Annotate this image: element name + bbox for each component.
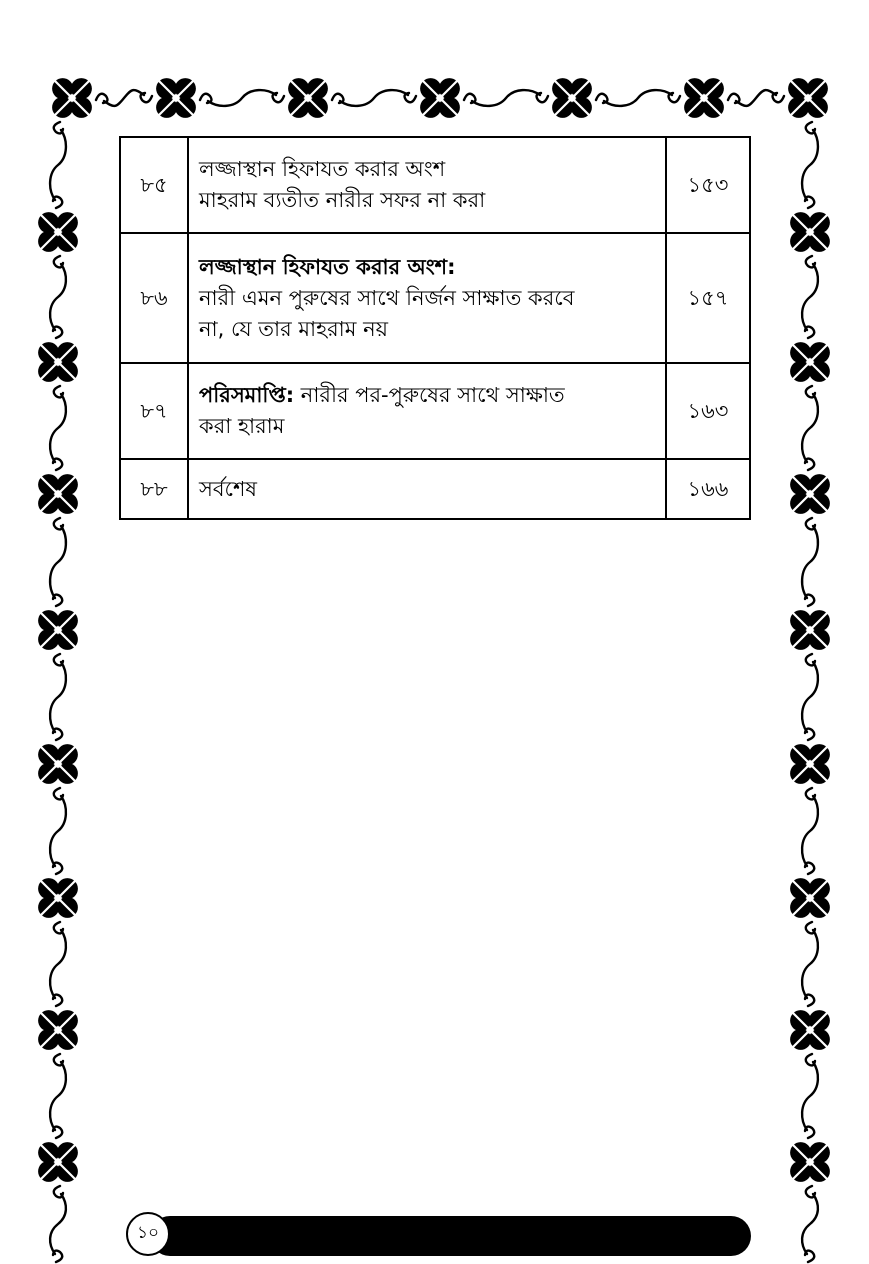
entry-title-line <box>199 185 655 216</box>
flower-icon <box>420 78 460 118</box>
flower-icon <box>790 1010 830 1050</box>
table-of-contents <box>119 136 751 520</box>
scroll-swirl-icon <box>802 386 818 470</box>
flower-icon <box>288 78 328 118</box>
entry-title-text: করা হারাম <box>199 414 285 438</box>
table-row <box>120 363 750 459</box>
flower-icon <box>38 610 78 650</box>
entry-number: ৮৫ <box>120 137 188 233</box>
scroll-swirl-icon <box>50 122 66 208</box>
flower-icon <box>790 474 830 514</box>
entry-title-text: নারী এমন পুরুষের সাথে নির্জন সাক্ষাত করবে <box>199 285 575 310</box>
scroll-swirl-icon <box>802 518 818 606</box>
entry-title-line <box>199 283 655 314</box>
flower-icon <box>38 744 78 784</box>
flower-icon <box>790 744 830 784</box>
table-row <box>120 233 750 363</box>
entry-title-line <box>199 380 655 411</box>
flower-icon <box>790 1142 830 1182</box>
flower-icon <box>38 342 78 382</box>
flower-icon <box>38 1142 78 1182</box>
scroll-swirl-icon <box>50 518 66 606</box>
entry-title-text: সর্বশেষ <box>199 476 258 501</box>
flower-icon <box>790 342 830 382</box>
scroll-swirl-icon <box>802 1054 818 1138</box>
entry-title-text: নারীর পর-পুরুষের সাথে সাক্ষাত <box>294 383 565 407</box>
scroll-swirl-icon <box>332 90 416 106</box>
entry-title-line <box>199 314 655 345</box>
flower-icon <box>790 878 830 918</box>
scroll-swirl-icon <box>50 1054 66 1138</box>
flower-icon <box>790 212 830 252</box>
flower-icon <box>788 78 828 118</box>
scroll-swirl-icon <box>802 1186 818 1262</box>
entry-page: ১৫৭ <box>666 233 750 363</box>
entry-title-text: না, যে তার মাহরাম নয় <box>199 316 389 341</box>
entry-title <box>188 363 666 459</box>
flower-icon <box>552 78 592 118</box>
table-row <box>120 459 750 519</box>
entry-title-lead: পরিসমাপ্তি: <box>199 383 295 407</box>
entry-page: ১৬৬ <box>666 459 750 519</box>
entry-title-text: মাহরাম ব্যতীত নারীর সফর না করা <box>199 188 486 212</box>
scroll-swirl-icon <box>596 90 680 106</box>
flower-icon <box>156 78 196 118</box>
entry-title <box>188 137 666 233</box>
page-number: ১০ <box>126 1212 170 1256</box>
flower-icon <box>38 878 78 918</box>
entry-title-line <box>199 252 655 283</box>
entry-title <box>188 233 666 363</box>
entry-number: ৮৭ <box>120 363 188 459</box>
table-row <box>120 137 750 233</box>
scroll-swirl-icon <box>50 654 66 740</box>
flower-icon <box>684 78 724 118</box>
flower-icon <box>790 610 830 650</box>
scroll-swirl-icon <box>728 90 784 106</box>
scroll-swirl-icon <box>802 788 818 874</box>
scroll-swirl-icon <box>50 256 66 338</box>
scroll-swirl-icon <box>50 788 66 874</box>
entry-page: ১৫৩ <box>666 137 750 233</box>
entry-title-line <box>199 154 655 185</box>
flower-icon <box>38 1010 78 1050</box>
entry-number: ৮৮ <box>120 459 188 519</box>
flower-icon <box>52 78 92 118</box>
scroll-swirl-icon <box>96 90 152 106</box>
scroll-swirl-icon <box>200 90 284 106</box>
entry-title-line <box>199 474 655 505</box>
entry-number: ৮৬ <box>120 233 188 363</box>
scroll-swirl-icon <box>802 654 818 740</box>
scroll-swirl-icon <box>802 256 818 338</box>
entry-page: ১৬৩ <box>666 363 750 459</box>
scroll-swirl-icon <box>802 122 818 208</box>
scroll-swirl-icon <box>50 922 66 1006</box>
entry-title <box>188 459 666 519</box>
scroll-swirl-icon <box>802 922 818 1006</box>
flower-icon <box>38 212 78 252</box>
scroll-swirl-icon <box>50 1186 66 1262</box>
scroll-swirl-icon <box>464 90 548 106</box>
footer-bar <box>150 1216 751 1256</box>
flower-icon <box>38 474 78 514</box>
scroll-swirl-icon <box>50 386 66 470</box>
entry-title-text: লজ্জাস্থান হিফাযত করার অংশ <box>199 157 446 181</box>
entry-title-line <box>199 411 655 442</box>
entry-title-text: লজ্জাস্থান হিফাযত করার অংশ: <box>199 254 456 279</box>
